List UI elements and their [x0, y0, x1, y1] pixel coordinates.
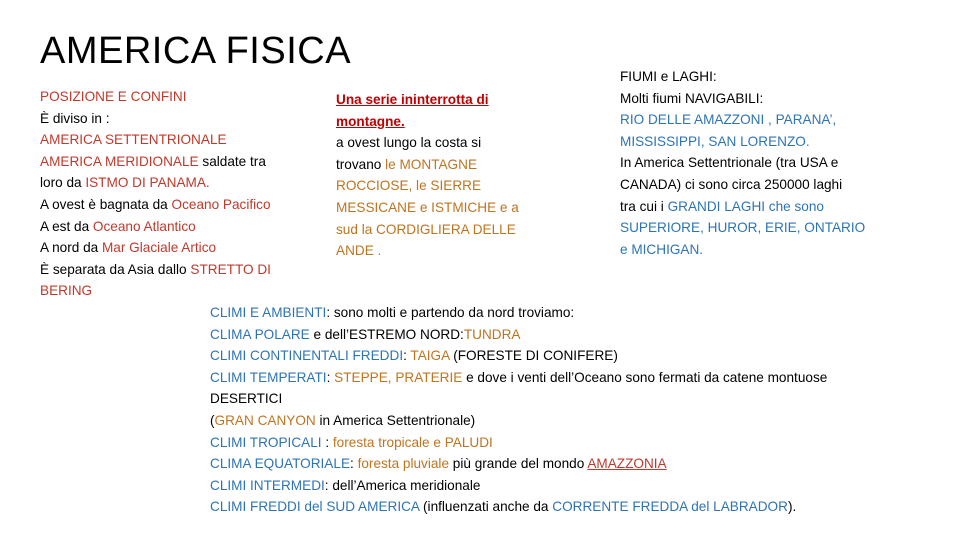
text-line: loro da ISTMO DI PANAMA.: [40, 175, 210, 191]
text-line: ROCCIOSE, le SIERRE: [336, 178, 482, 194]
text-line: sud la CORDIGLIERA DELLE: [336, 221, 516, 237]
text-line: CLIMI FREDDI del SUD AMERICA (influenzati anche da CORRENTE FREDDA del LABRADOR).: [210, 499, 797, 515]
section-heading: POSIZIONE E CONFINI: [40, 89, 187, 104]
text-line: DESERTICI: [210, 391, 283, 407]
text-line: CLIMI TROPICALI : foresta tropicale e PALUDI: [210, 434, 493, 450]
text-line: RIO DELLE AMAZZONI , PARANA’,: [620, 112, 837, 128]
text-line: CLIMA POLARE e dell’ESTREMO NORD:TUNDRA: [210, 326, 521, 342]
text-line: trovano le MONTAGNE: [336, 156, 478, 172]
text-line: È separata da Asia dallo STRETTO DI: [40, 261, 271, 277]
text-line: tra cui i GRANDI LAGHI che sono: [620, 198, 824, 214]
text-line: (GRAN CANYON in America Settentrionale): [210, 412, 476, 428]
section-heading: FIUMI e LAGHI:: [620, 69, 717, 84]
text-line: A ovest è bagnata da Oceano Pacifico: [40, 196, 271, 212]
text-line: Molti fiumi NAVIGABILI:: [620, 90, 764, 106]
slide-title: AMERICA FISICA: [40, 30, 352, 72]
text-line: ANDE .: [336, 243, 382, 259]
section-heading: Una serie ininterrotta di: [336, 92, 489, 107]
text-line: a ovest lungo la costa si: [336, 135, 482, 151]
mountains-section: [336, 89, 556, 262]
text-line: A est da Oceano Atlantico: [40, 218, 196, 234]
text-line: SUPERIORE, HUROR, ERIE, ONTARIO: [620, 220, 866, 236]
text-line: CLIMI INTERMEDI: dell’America meridionale: [210, 477, 481, 493]
climates-section: [210, 302, 950, 518]
text-line: CLIMI CONTINENTALI FREDDI: TAIGA (FORESTE DI CONIFERE): [210, 348, 618, 364]
text-line: AMERICA SETTENTRIONALE: [40, 132, 227, 148]
text-line: È diviso in :: [40, 110, 110, 126]
text-line: A nord da Mar Glaciale Artico: [40, 240, 217, 256]
section-heading: montagne.: [336, 113, 405, 129]
text-line: MISSISSIPPI, SAN LORENZO.: [620, 133, 810, 149]
text-line: CANADA) ci sono circa 250000 laghi: [620, 176, 843, 192]
text-line: AMERICA MERIDIONALE saldate tra: [40, 153, 266, 169]
section-heading: CLIMI E AMBIENTI: sono molti e partendo da nord troviamo:: [210, 305, 575, 320]
text-line: BERING: [40, 283, 93, 299]
text-line: MESSICANE e ISTMICHE e a: [336, 199, 519, 215]
rivers-lakes-section: [620, 66, 920, 260]
text-line: CLIMA EQUATORIALE: foresta pluviale più grande del mondo AMAZZONIA: [210, 456, 667, 472]
text-line: CLIMI TEMPERATI: STEPPE, PRATERIE e dove i venti dell’Oceano sono fermati da catene montuose: [210, 369, 828, 385]
text-line: In America Settentrionale (tra USA e: [620, 155, 839, 171]
text-line: e MICHIGAN.: [620, 241, 704, 257]
position-borders-section: [40, 86, 330, 302]
